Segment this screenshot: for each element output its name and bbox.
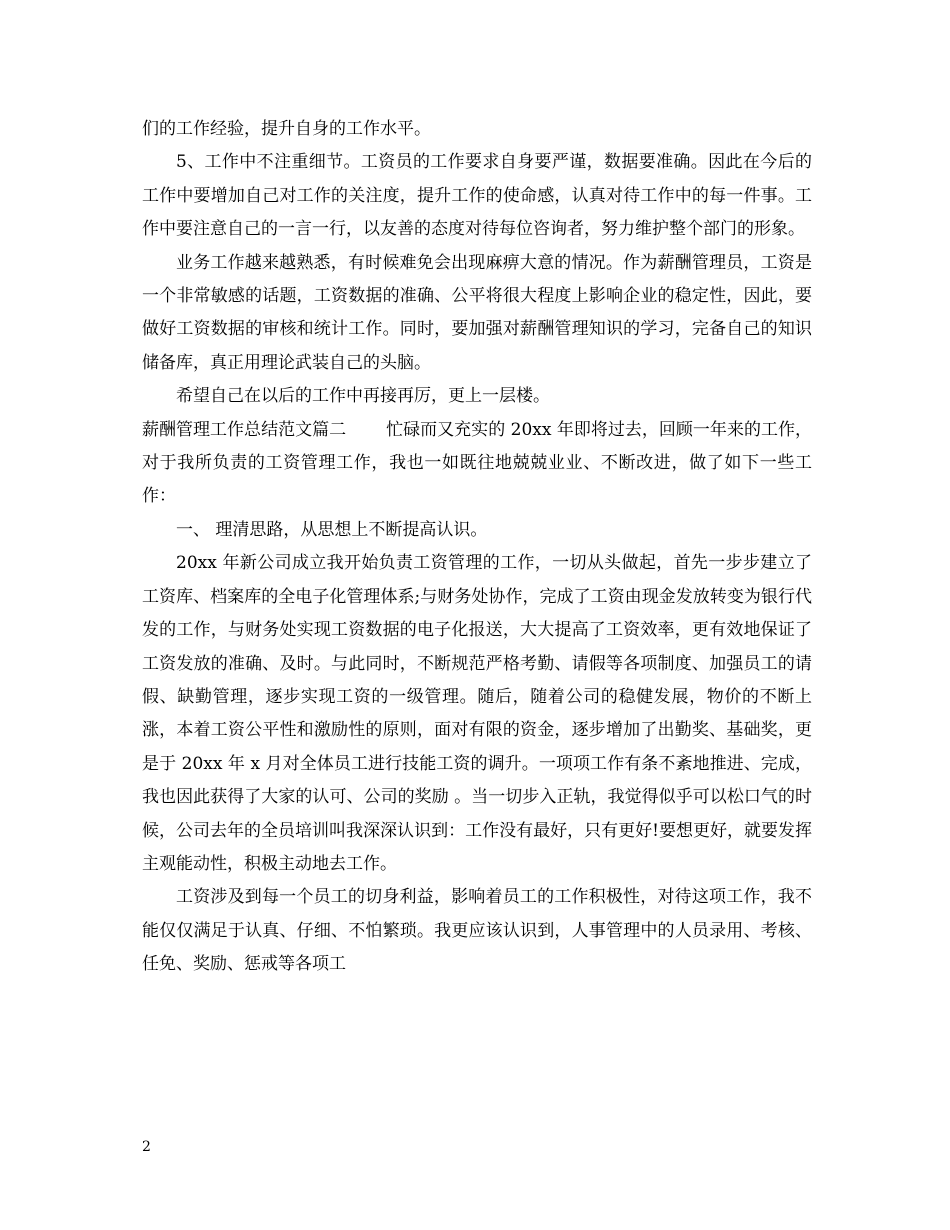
paragraph-item-1-body: 20xx 年新公司成立我开始负责工资管理的工作，一切从头做起，首先一步步建立了工资库、档案库的全电子化管理体系;与财务处协作，完成了工资由现金发放转变为银行代发的工作，与财务处实现工资数据的电子化报送，大大提高了工资效率，更有效地保证了工资发放的准确、及时。与此同时，不断规范严格考勤、请假等各项制度、加强员工的请假、缺勤管理，逐步实现工资的一级管理。随后，随着公司的稳健发展，物价的不断上涨，本着工资公平性和激励性的原则，面对有限的资金，逐步增加了出勤奖、基础奖，更是于 20xx 年 x 月对全体员工进行技能工资的调升。一项项工作有条不紊地推进、完成，我也因此获得了大家的认可、公司的奖励 。当一切步入正轨，我觉得似乎可以松口气的时候，公司去年的全员培训叫我深深认识到：工作没有最好，只有更好!要想更好，就要发挥主观能动性，积极主动地去工作。	[142, 553, 812, 874]
paragraph-business-work: 业务工作越来越熟悉，有时候难免会出现麻痹大意的情况。作为薪酬管理员，工资是一个非常敏感的话题，工资数据的准确、公平将很大程度上影响企业的稳定性，因此，要做好工资数据的审核和统计工作。同时，要加强对薪酬管理知识的学习，完备自己的知识储备库，真正用理论武装自己的头脑。	[142, 252, 812, 373]
paragraph-hope: 希望自己在以后的工作中再接再厉，更上一层楼。	[176, 386, 550, 407]
section-heading-paragraph	[142, 414, 812, 514]
section-title: 薪酬管理工作总结范文篇二	[142, 419, 347, 440]
paragraph-item-1-title: 一、 理清思路，从思想上不断提高认识。	[176, 519, 488, 540]
paragraph-detail-point-5: 5、工作中不注重细节。工资员的工作要求自身要严谨，数据要准确。因此在今后的工作中要增加自己对工作的关注度，提升工作的使命感，认真对待工作中的每一件事。工作中要注意自己的一言一行，以友善的态度对待每位咨询者，努力维护整个部门的形象。	[142, 152, 812, 240]
section-intro: 忙碌而又充实的 20xx 年即将过去，回顾一年来的工作，对于我所负责的工资管理工作，我也一如既往地兢兢业业、不断改进，做了如下一些工作：	[142, 419, 812, 507]
document-body	[142, 113, 812, 982]
page-number: 2	[142, 1139, 151, 1155]
paragraph-salary-importance: 工资涉及到每一个员工的切身利益，影响着员工的工作积极性，对待这项工作，我不能仅仅满足于认真、仔细、不怕繁琐。我更应该认识到，人事管理中的人员录用、考核、任免、奖励、惩戒等各项工	[142, 887, 812, 975]
paragraph-continuation: 们的工作经验，提升自身的工作水平。	[142, 119, 431, 139]
